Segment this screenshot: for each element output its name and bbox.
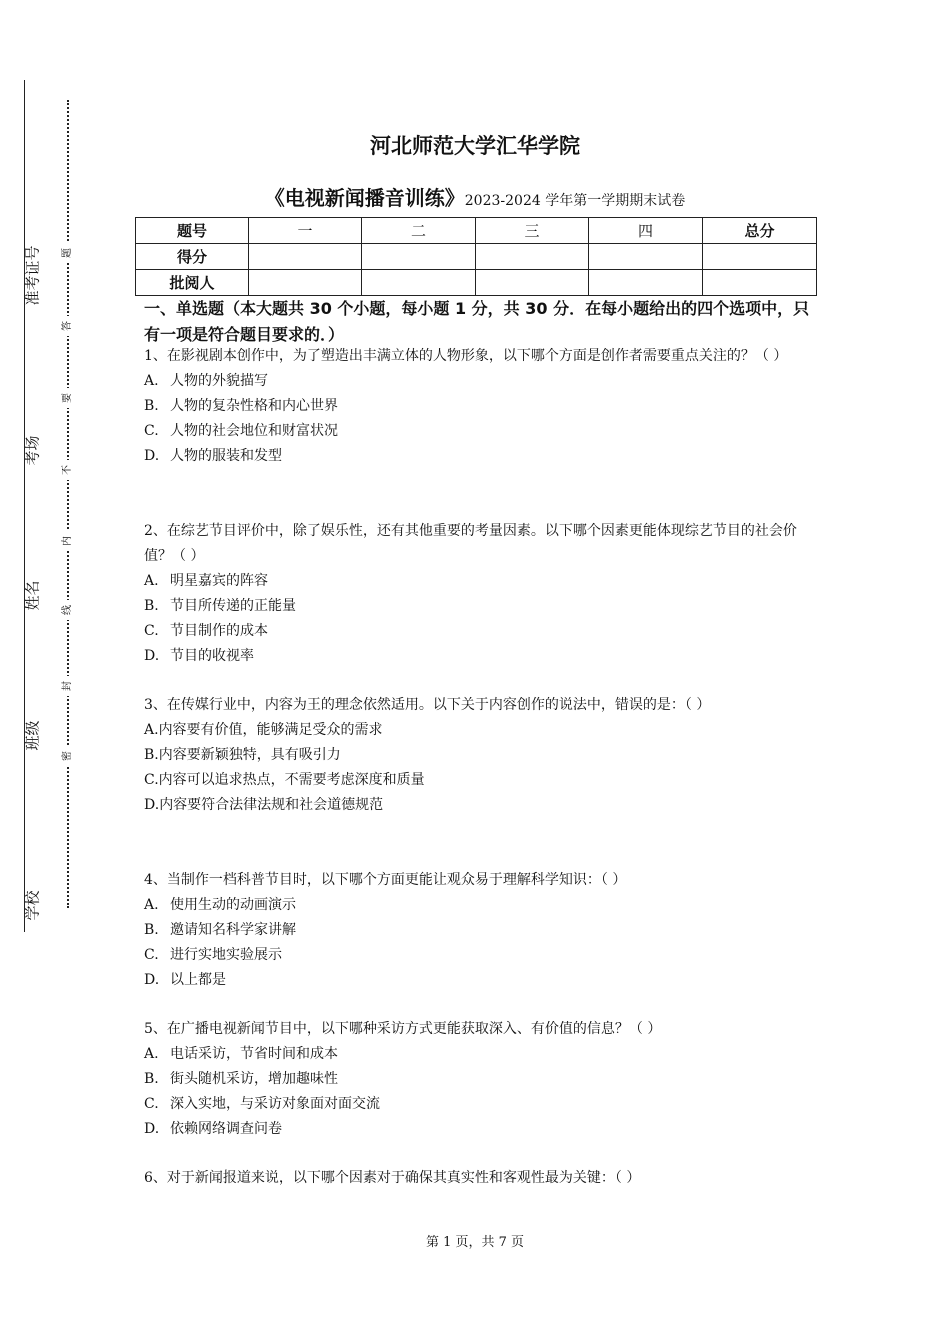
option-d[interactable]: D. 节目的收视率 (144, 648, 254, 664)
grader-cell[interactable] (362, 270, 476, 296)
option-c[interactable]: C. 人物的社会地位和财富状况 (144, 423, 338, 439)
score-table-header-cell: 三 (476, 218, 589, 244)
grader-cell[interactable] (249, 270, 362, 296)
score-cell[interactable] (476, 244, 589, 270)
question-stem: 6、对于新闻报道来说，以下哪个因素对于确保其真实性和客观性最为关键：（ ） (144, 1170, 641, 1186)
seal-char: 题 (60, 243, 76, 263)
grader-row-label: 批阅人 (136, 270, 249, 296)
score-row-label: 得分 (136, 244, 249, 270)
section-title: 一、单选题（本大题共 30 个小题，每小题 1 分，共 30 分．在每小题给出的四个选项中，只有一项是符合题目要求的．） (144, 299, 810, 344)
question-6 (144, 1166, 816, 1191)
exam-subtitle (0, 182, 950, 211)
score-table (135, 217, 817, 296)
school-title: 河北师范大学汇华学院 (370, 134, 580, 158)
exam-room-label: 考场 (23, 435, 42, 466)
option-a[interactable]: A. 电话采访，节省时间和成本 (144, 1046, 338, 1062)
option-b[interactable]: B. 人物的复杂性格和内心世界 (144, 398, 338, 414)
question-stem: 1、在影视剧本创作中，为了塑造出丰满立体的人物形象，以下哪个方面是创作者需要重点关注的？（ ） (144, 348, 788, 364)
score-cell[interactable] (703, 244, 817, 270)
name-label: 姓名 (23, 580, 42, 611)
seal-char: 要 (60, 388, 76, 408)
score-table-header-cell: 四 (589, 218, 703, 244)
option-d[interactable]: D. 人物的服装和发型 (144, 448, 282, 464)
option-b[interactable]: B. 街头随机采访，增加趣味性 (144, 1071, 338, 1087)
score-row (136, 244, 817, 270)
question-3 (144, 693, 816, 818)
seal-dotted-line (67, 100, 69, 908)
option-d[interactable]: D. 依赖网络调查问卷 (144, 1121, 282, 1137)
option-d[interactable]: D. 内容要符合法律法规和社会道德规范 (144, 797, 384, 813)
score-cell[interactable] (249, 244, 362, 270)
grader-cell[interactable] (703, 270, 817, 296)
option-b[interactable]: B. 邀请知名科学家讲解 (144, 922, 296, 938)
question-stem: 5、在广播电视新闻节目中，以下哪种采访方式更能获取深入、有价值的信息？（ ） (144, 1021, 662, 1037)
score-cell[interactable] (362, 244, 476, 270)
seal-char: 答 (60, 316, 76, 336)
school-label: 学校 (23, 890, 42, 921)
option-d[interactable]: D. 以上都是 (144, 972, 226, 988)
score-table-header-cell: 一 (249, 218, 362, 244)
option-b[interactable]: B. 节目所传递的正能量 (144, 598, 296, 614)
seal-char: 内 (60, 531, 76, 551)
question-1 (144, 344, 816, 469)
question-4 (144, 868, 816, 993)
question-stem: 3、在传媒行业中，内容为王的理念依然适用。以下关于内容创作的说法中，错误的是：（ ） (144, 697, 711, 713)
class-label: 班级 (23, 720, 42, 751)
grader-cell[interactable] (476, 270, 589, 296)
score-cell[interactable] (589, 244, 703, 270)
option-a[interactable]: A. 内容要有价值，能够满足受众的需求 (144, 722, 383, 738)
seal-char: 不 (60, 460, 76, 480)
option-c[interactable]: C. 内容可以追求热点，不需要考虑深度和质量 (144, 772, 425, 788)
course-title: 《电视新闻播音训练》 (264, 186, 465, 210)
score-table-header-cell: 二 (362, 218, 476, 244)
seal-char: 密 (60, 746, 76, 766)
grader-cell[interactable] (589, 270, 703, 296)
question-5 (144, 1017, 816, 1142)
score-table-header-row (136, 218, 817, 244)
seal-char: 封 (60, 676, 76, 696)
exam-term-info: 2023-2024 学年第一学期期末试卷 (464, 193, 686, 209)
page-number: 第 1 页，共 7 页 (425, 1235, 525, 1250)
score-table-header-cell: 总分 (703, 218, 817, 244)
question-stem: 2、在综艺节目评价中，除了娱乐性，还有其他重要的考量因素。以下哪个因素更能体现综艺节目的社会价值？（ ） (144, 523, 797, 564)
score-table-header-cell: 题号 (136, 218, 249, 244)
option-a[interactable]: A. 明星嘉宾的阵容 (144, 573, 268, 589)
question-2 (144, 519, 816, 669)
option-c[interactable]: C. 节目制作的成本 (144, 623, 268, 639)
option-a[interactable]: A. 使用生动的动画演示 (144, 897, 296, 913)
grader-row (136, 270, 817, 296)
option-a[interactable]: A. 人物的外貌描写 (144, 373, 268, 389)
option-c[interactable]: C. 进行实地实验展示 (144, 947, 282, 963)
seal-char: 线 (60, 600, 76, 620)
option-c[interactable]: C. 深入实地，与采访对象面对面交流 (144, 1096, 380, 1112)
exam-number-label: 准考证号 (23, 245, 42, 306)
option-b[interactable]: B. 内容要新颖独特，具有吸引力 (144, 747, 341, 763)
question-stem: 4、当制作一档科普节目时，以下哪个方面更能让观众易于理解科学知识：（ ） (144, 872, 627, 888)
